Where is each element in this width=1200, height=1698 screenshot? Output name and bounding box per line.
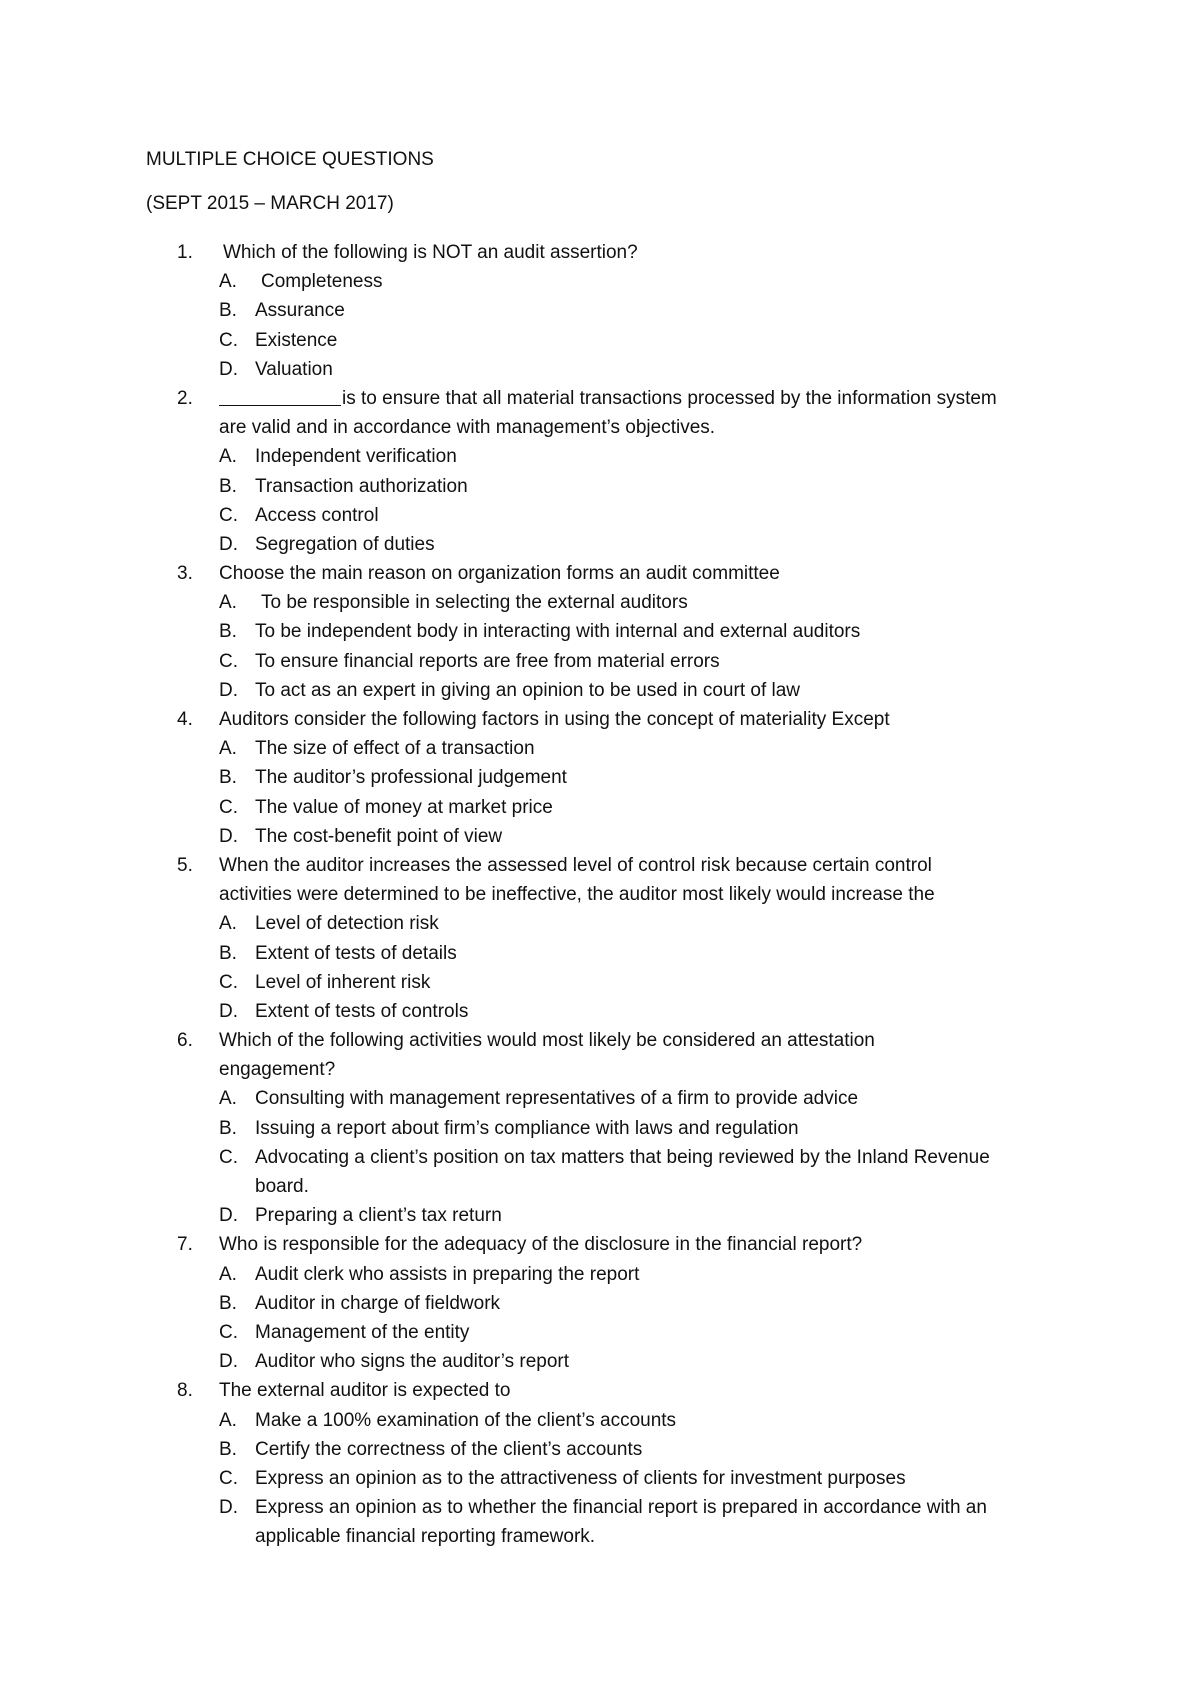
option-3a <box>146 588 1076 617</box>
question-text: The external auditor is expected to <box>219 1380 511 1402</box>
question-text-continued: activities were determined to be ineffective, the auditor most likely would increase the <box>219 884 935 906</box>
option-letter: A. <box>219 271 237 293</box>
question-text: Choose the main reason on organization forms an audit committee <box>219 563 780 585</box>
question-number: 2. <box>177 387 193 409</box>
question-list <box>146 238 1076 1551</box>
option-6c <box>146 1143 1076 1172</box>
option-letter: B. <box>219 767 237 789</box>
option-7a <box>146 1260 1076 1289</box>
option-text: Auditor who signs the auditor’s report <box>255 1351 570 1373</box>
option-letter: D. <box>219 1497 238 1519</box>
option-letter: D. <box>219 1205 238 1227</box>
option-5d <box>146 997 1076 1026</box>
option-8c <box>146 1464 1076 1493</box>
option-8d <box>146 1493 1076 1522</box>
option-4c <box>146 793 1076 822</box>
option-letter: B. <box>219 942 237 964</box>
option-2c <box>146 501 1076 530</box>
option-7b <box>146 1289 1076 1318</box>
option-text: Issuing a report about firm’s compliance with laws and regulation <box>255 1117 799 1139</box>
option-text-continued: applicable financial reporting framework. <box>255 1526 596 1548</box>
option-text: Level of inherent risk <box>255 971 431 993</box>
option-3b <box>146 617 1076 646</box>
question-text-continued: are valid and in accordance with management’s objectives. <box>219 417 716 439</box>
option-text: The cost-benefit point of view <box>255 825 503 847</box>
option-text: Preparing a client’s tax return <box>255 1205 502 1227</box>
option-text: The value of money at market price <box>255 796 553 818</box>
question-text: Auditors consider the following factors in using the concept of materiality Except <box>219 709 890 730</box>
question-number: 4. <box>177 709 193 730</box>
document-subtitle: (SEPT 2015 – MARCH 2017) <box>146 193 394 214</box>
question-text: Which of the following activities would most likely be considered an attestation <box>219 1030 875 1052</box>
option-2a <box>146 442 1076 471</box>
option-5b <box>146 939 1076 968</box>
question-5 <box>146 851 1076 880</box>
option-letter: B. <box>219 621 237 643</box>
option-text: Extent of tests of details <box>255 942 457 964</box>
option-text: Certify the correctness of the client’s accounts <box>255 1438 643 1460</box>
option-1b <box>146 296 1076 325</box>
option-6d <box>146 1201 1076 1230</box>
option-text: Transaction authorization <box>255 475 468 497</box>
option-text: To ensure financial reports are free from material errors <box>255 650 720 672</box>
option-2d <box>146 530 1076 559</box>
option-letter: A. <box>219 446 237 468</box>
option-letter: A. <box>219 1088 237 1110</box>
option-1a <box>146 267 1076 296</box>
option-text: To be responsible in selecting the external auditors <box>261 592 688 614</box>
question-text-continued: engagement? <box>219 1059 336 1081</box>
option-4d <box>146 822 1076 851</box>
option-text: Management of the entity <box>255 1321 470 1343</box>
option-text: Valuation <box>255 358 333 380</box>
option-text: Express an opinion as to whether the financial report is prepared in accordance with an <box>255 1497 987 1519</box>
question-number: 3. <box>177 563 193 585</box>
option-text: The size of effect of a transaction <box>255 738 535 760</box>
option-letter: A. <box>219 1409 237 1431</box>
option-text: Access control <box>255 504 379 526</box>
option-letter: C. <box>219 1146 238 1168</box>
question-5-continued <box>146 880 1076 909</box>
option-text: To be independent body in interacting with internal and external auditors <box>255 621 861 643</box>
option-text: Level of detection risk <box>255 913 439 935</box>
option-1d <box>146 355 1076 384</box>
option-text: Independent verification <box>255 446 457 468</box>
question-8 <box>146 1376 1076 1405</box>
question-2 <box>146 384 1076 413</box>
option-2b <box>146 472 1076 501</box>
question-4 <box>146 705 1076 734</box>
answer-blank <box>219 386 341 406</box>
question-6-continued <box>146 1055 1076 1084</box>
option-text: To act as an expert in giving an opinion to be used in court of law <box>255 679 801 701</box>
option-7c <box>146 1318 1076 1347</box>
option-6c-continued <box>146 1172 1076 1201</box>
question-number: 8. <box>177 1380 193 1402</box>
option-letter: C. <box>219 1321 238 1343</box>
option-text-continued: board. <box>255 1176 309 1197</box>
option-letter: A. <box>219 913 237 935</box>
question-text: Who is responsible for the adequacy of the disclosure in the financial report? <box>219 1234 863 1256</box>
option-letter: D. <box>219 1000 238 1022</box>
document-title: MULTIPLE CHOICE QUESTIONS <box>146 149 434 170</box>
option-letter: B. <box>219 1117 237 1139</box>
option-letter: C. <box>219 1467 238 1489</box>
option-letter: D. <box>219 358 238 380</box>
option-text: Consulting with management representatives of a firm to provide advice <box>255 1088 859 1110</box>
option-letter: B. <box>219 1438 237 1460</box>
option-text: Extent of tests of controls <box>255 1000 469 1022</box>
option-5c <box>146 968 1076 997</box>
option-4b <box>146 763 1076 792</box>
option-text: Express an opinion as to the attractiveness of clients for investment purposes <box>255 1467 906 1489</box>
option-letter: A. <box>219 592 237 614</box>
option-text: Segregation of duties <box>255 533 435 555</box>
question-7 <box>146 1230 1076 1259</box>
option-8b <box>146 1435 1076 1464</box>
option-letter: B. <box>219 475 237 497</box>
option-4a <box>146 734 1076 763</box>
option-letter: D. <box>219 825 238 847</box>
option-5a <box>146 909 1076 938</box>
question-text: When the auditor increases the assessed level of control risk because certain control <box>219 854 932 876</box>
option-6a <box>146 1084 1076 1113</box>
option-letter: A. <box>219 738 237 760</box>
option-6b <box>146 1114 1076 1143</box>
option-letter: C. <box>219 796 238 818</box>
option-8a <box>146 1406 1076 1435</box>
option-letter: C. <box>219 504 238 526</box>
option-text: Advocating a client’s position on tax matters that being reviewed by the Inland Revenue <box>255 1146 990 1168</box>
option-text: Auditor in charge of fieldwork <box>255 1292 501 1314</box>
question-number: 1. <box>177 242 193 263</box>
option-letter: B. <box>219 300 237 322</box>
option-letter: D. <box>219 533 238 555</box>
option-text: Completeness <box>261 271 383 293</box>
option-3d <box>146 676 1076 705</box>
option-text: Assurance <box>255 300 345 322</box>
option-text: Existence <box>255 329 338 351</box>
option-text: Audit clerk who assists in preparing the report <box>255 1263 640 1285</box>
option-letter: B. <box>219 1292 237 1314</box>
option-1c <box>146 326 1076 355</box>
option-text: Make a 100% examination of the client’s accounts <box>255 1409 677 1431</box>
question-text: is to ensure that all material transactions processed by the information system <box>342 387 997 409</box>
question-number: 5. <box>177 854 193 876</box>
option-text: The auditor’s professional judgement <box>255 767 567 789</box>
question-1 <box>146 238 1076 267</box>
question-3 <box>146 559 1076 588</box>
option-letter: C. <box>219 650 238 672</box>
option-3c <box>146 647 1076 676</box>
option-letter: D. <box>219 1351 238 1373</box>
option-letter: A. <box>219 1263 237 1285</box>
option-8d-continued <box>146 1522 1076 1551</box>
question-text-wrapper <box>219 384 997 413</box>
option-7d <box>146 1347 1076 1376</box>
option-letter: D. <box>219 679 238 701</box>
question-number: 7. <box>177 1234 193 1256</box>
question-6 <box>146 1026 1076 1055</box>
question-number: 6. <box>177 1030 193 1052</box>
option-letter: C. <box>219 971 238 993</box>
question-text: Which of the following is NOT an audit assertion? <box>223 242 638 263</box>
option-letter: C. <box>219 329 238 351</box>
question-2-continued <box>146 413 1076 442</box>
